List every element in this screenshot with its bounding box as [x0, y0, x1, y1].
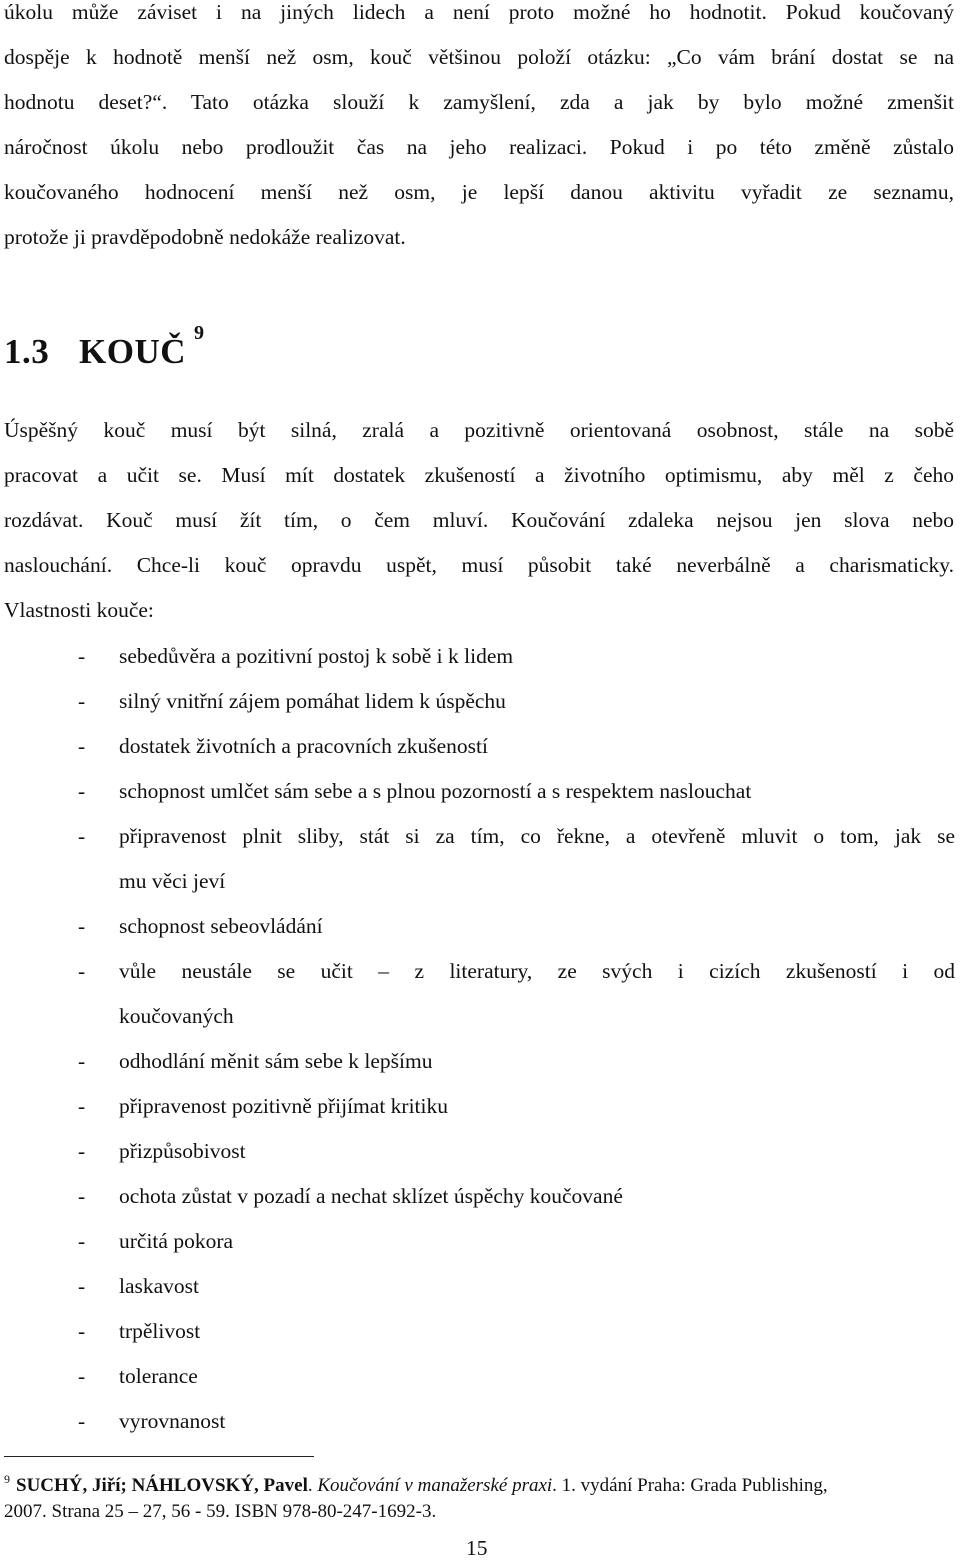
section-heading — [4, 303, 205, 382]
list-item — [0, 904, 955, 949]
text-line: koučovaného hodnocení menší než osm, je lepší danou aktivitu vyřadit ze seznamu, — [4, 180, 954, 204]
list-dash: - — [78, 914, 86, 938]
text-line: pracovat a učit se. Musí mít dostatek zkušeností a životního optimismu, aby měl z čeho — [4, 463, 954, 487]
page-number: 15 — [466, 1536, 488, 1560]
list-item-text — [119, 1309, 955, 1354]
list-item-line: dostatek životních a pracovních zkušeností — [119, 734, 488, 758]
list-item-text — [119, 1129, 955, 1174]
list-item-text — [119, 634, 955, 679]
list-item — [0, 769, 955, 814]
list-item — [0, 679, 955, 724]
list-item — [0, 1399, 955, 1444]
text-line: dospěje k hodnotě menší než osm, kouč většinou položí otázku: „Co vám brání dostat se na — [4, 45, 954, 69]
list-item-text — [119, 1399, 955, 1444]
footnote-divider — [4, 1456, 314, 1457]
text-line: Úspěšný kouč musí být silná, zralá a pozitivně orientovaná osobnost, stále na sobě — [4, 418, 954, 442]
list-dash: - — [78, 1364, 86, 1388]
coach-qualities-list — [0, 634, 960, 1444]
list-item-text — [119, 724, 955, 769]
list-dash: - — [78, 1184, 86, 1208]
list-item-line: laskavost — [119, 1274, 200, 1298]
list-dash: - — [78, 1409, 86, 1433]
footnote-title: Koučování v manažerské praxi — [317, 1475, 553, 1496]
list-dash: - — [78, 824, 86, 848]
list-item — [0, 1084, 955, 1129]
text-line: náročnost úkolu nebo prodloužit čas na jeho realizaci. Pokud i po této změně zůstalo — [4, 135, 954, 159]
list-item-text — [119, 904, 955, 949]
list-dash: - — [78, 1274, 86, 1298]
text-line: rozdávat. Kouč musí žít tím, o čem mluví. Koučování zdaleka nejsou jen slova nebo — [4, 508, 954, 532]
list-item — [0, 1174, 955, 1219]
list-item-line: koučovaných — [119, 1004, 234, 1028]
list-item — [0, 1264, 955, 1309]
footnote-number: 9 — [4, 1472, 10, 1486]
list-item — [0, 1354, 955, 1399]
list-dash: - — [78, 959, 86, 983]
text-line: protože ji pravděpodobně nedokáže realizovat. — [4, 225, 406, 249]
list-item — [0, 814, 955, 904]
list-item-line: připravenost plnit sliby, stát si za tím, co řekne, a otevřeně mluvit o tom, jak se — [119, 824, 955, 848]
footnote-reference: 9 — [194, 322, 205, 344]
list-dash: - — [78, 734, 86, 758]
list-item-text — [119, 679, 955, 724]
list-item — [0, 634, 955, 679]
list-dash: - — [78, 1229, 86, 1253]
paragraph-coach — [4, 408, 954, 633]
list-item-line: sebedůvěra a pozitivní postoj k sobě i k lidem — [119, 644, 514, 668]
list-item-text — [119, 1084, 955, 1129]
list-dash: - — [78, 1139, 86, 1163]
section-title: KOUČ — [79, 332, 186, 371]
list-item-line: odhodlání měnit sám sebe k lepšímu — [119, 1049, 433, 1073]
list-item — [0, 1309, 955, 1354]
text-line: úkolu může záviset i na jiných lidech a není proto možné ho hodnotit. Pokud koučovaný — [4, 0, 954, 24]
list-item-line: schopnost sebeovládání — [119, 914, 323, 938]
list-dash: - — [78, 1049, 86, 1073]
list-item-line: mu věci jeví — [119, 869, 226, 893]
list-item-text — [119, 1219, 955, 1264]
list-item — [0, 1039, 955, 1084]
text-line: naslouchání. Chce-li kouč opravdu uspět, musí působit také neverbálně a charismaticky. — [4, 553, 954, 577]
footnote-publication: 1. vydání Praha: Grada Publishing, — [561, 1475, 828, 1496]
list-item-line: vyrovnanost — [119, 1409, 226, 1433]
list-dash: - — [78, 779, 86, 803]
list-dash: - — [78, 1319, 86, 1343]
list-item-line: přizpůsobivost — [119, 1139, 246, 1163]
list-item-text — [119, 1264, 955, 1309]
list-item — [0, 949, 955, 1039]
list-dash: - — [78, 1094, 86, 1118]
list-item-line: ochota zůstat v pozadí a nechat sklízet úspěchy koučované — [119, 1184, 623, 1208]
list-item — [0, 1129, 955, 1174]
list-dash: - — [78, 689, 86, 713]
text-line: Vlastnosti kouče: — [4, 598, 154, 622]
text-line: hodnotu deset?“. Tato otázka slouží k zamyšlení, zda a jak by bylo možné zmenšit — [4, 90, 954, 114]
list-item-line: trpělivost — [119, 1319, 201, 1343]
footnote: $^9$ SUCHÝ, Jiří; NÁHLOVSKÝ, Pavel. Koučování v manažerské praxi. 1. vydání Praha: Grada Publishing, 2007. Strana 25 – 27, 56 - 59. ISBN 978-80-247-1692-3. — [4, 1472, 828, 1522]
list-item-line: schopnost umlčet sám sebe a s plnou pozorností a s respektem naslouchat — [119, 779, 752, 803]
list-item-text — [119, 949, 955, 1039]
list-item-text — [119, 1174, 955, 1219]
paragraph-intro — [4, 0, 954, 260]
footnote-publication-details: 2007. Strana 25 – 27, 56 - 59. ISBN 978-80-247-1692-3. — [4, 1501, 437, 1522]
list-dash: - — [78, 644, 86, 668]
list-item-text — [119, 814, 955, 904]
list-item-text — [119, 1039, 955, 1084]
footnote-authors: SUCHÝ, Jiří; NÁHLOVSKÝ, Pavel — [16, 1475, 308, 1496]
list-item-text — [119, 1354, 955, 1399]
list-item-line: vůle neustále se učit – z literatury, ze svých i cizích zkušeností i od — [119, 959, 955, 983]
list-item-line: určitá pokora — [119, 1229, 234, 1253]
list-item — [0, 724, 955, 769]
list-item — [0, 1219, 955, 1264]
list-item-line: připravenost pozitivně přijímat kritiku — [119, 1094, 448, 1118]
section-number: 1.3 — [4, 332, 50, 371]
list-item-line: silný vnitřní zájem pomáhat lidem k úspěchu — [119, 689, 506, 713]
list-item-line: tolerance — [119, 1364, 198, 1388]
list-item-text — [119, 769, 955, 814]
